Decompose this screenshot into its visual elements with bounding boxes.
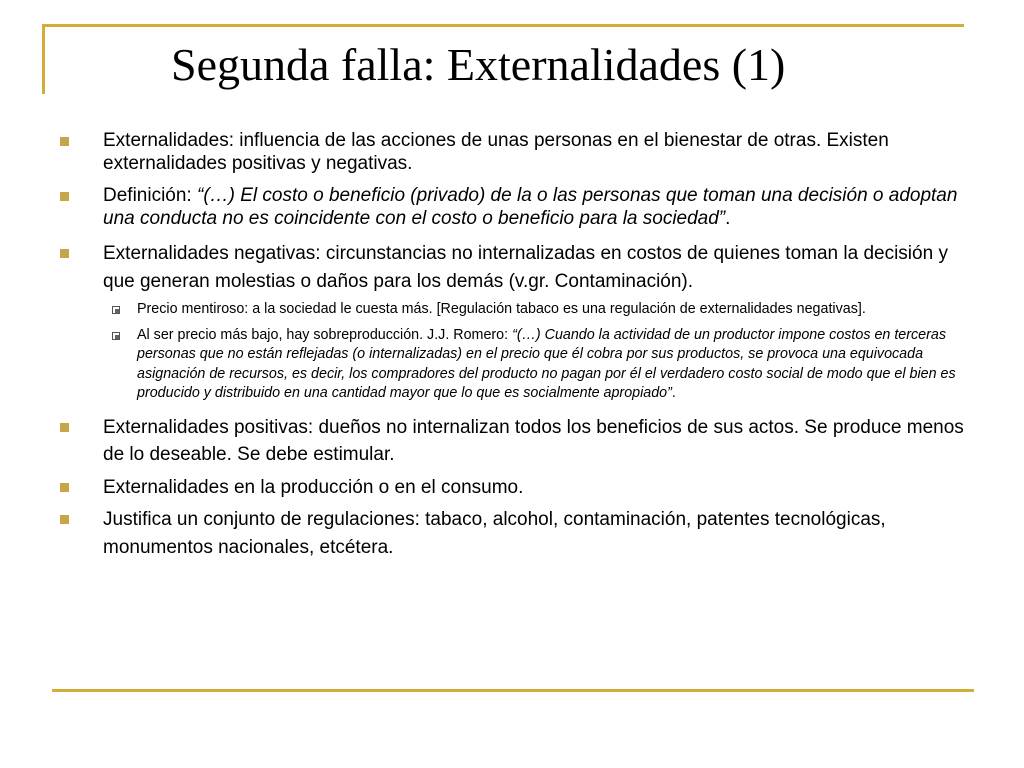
sub-bullet-text: Precio mentiroso: a la sociedad le cuesta más. [Regulación tabaco es una regulación de externalidades negativas]. (137, 301, 866, 317)
sub-bullet-item (112, 300, 980, 320)
frame-line-vertical (42, 24, 45, 94)
sub-bullet-quote: “(…) Cuando la actividad de un productor impone costos en terceras personas que no están reflejadas (o internalizadas) en el precio que él cobra por sus productos, se provoca una equivocada asignación de recursos, es decir, los compradores del producto no pagan por él el verdadero costo social de modo que el bien es producido y distribuido en una cantidad mayor que lo que es socialmente apropiado” (137, 326, 956, 402)
bullet-item (60, 506, 980, 561)
hollow-square-bullet-icon (112, 332, 120, 340)
bullet-item (60, 240, 980, 295)
square-bullet-icon (60, 192, 69, 201)
hollow-square-bullet-icon (112, 306, 120, 314)
frame-line-top (42, 24, 964, 27)
square-bullet-icon (60, 423, 69, 432)
bullet-quote: “(…) El costo o beneficio (privado) de la o las personas que toman una decisión o adoptan una conducta no es coincidente con el costo o beneficio para la sociedad” (103, 185, 958, 229)
slide-body (60, 130, 980, 561)
bullet-text: Externalidades positivas: dueños no internalizan todos los beneficios de sus actos. Se produce menos de lo deseable. Se debe estimular. (103, 416, 964, 466)
square-bullet-icon (60, 249, 69, 258)
bullet-text: Externalidades en la producción o en el consumo. (103, 476, 524, 498)
bullet-tail: . (725, 207, 731, 229)
slide-title: Segunda falla: Externalidades (1) (171, 39, 786, 90)
bullet-item (60, 185, 980, 230)
square-bullet-icon (60, 137, 69, 146)
square-bullet-icon (60, 515, 69, 524)
sub-bullet-tail: . (671, 385, 676, 402)
square-bullet-icon (60, 483, 69, 492)
bullet-text: Externalidades negativas: circunstancias no internalizadas en costos de quienes toman la decisión y que generan molestias o daños para los demás (v.gr. Contaminación). (103, 243, 948, 292)
sub-bullet-text (112, 326, 980, 404)
bullet-lead: Definición: (103, 185, 197, 206)
frame-line-bottom (52, 689, 974, 692)
bullet-text: Justifica un conjunto de regulaciones: tabaco, alcohol, contaminación, patentes tecnológicas, monumentos nacionales, etcétera. (103, 509, 886, 558)
bullet-item (60, 130, 980, 175)
bullet-item (60, 414, 980, 469)
sub-bullet-item (112, 326, 980, 404)
bullet-text: Externalidades: influencia de las acciones de unas personas en el bienestar de otras. Existen externalidades positivas y negativas. (103, 130, 889, 174)
bullet-item (60, 474, 980, 502)
sub-bullet-lead: Al ser precio más bajo, hay sobreproducción. J.J. Romero: (137, 326, 513, 343)
